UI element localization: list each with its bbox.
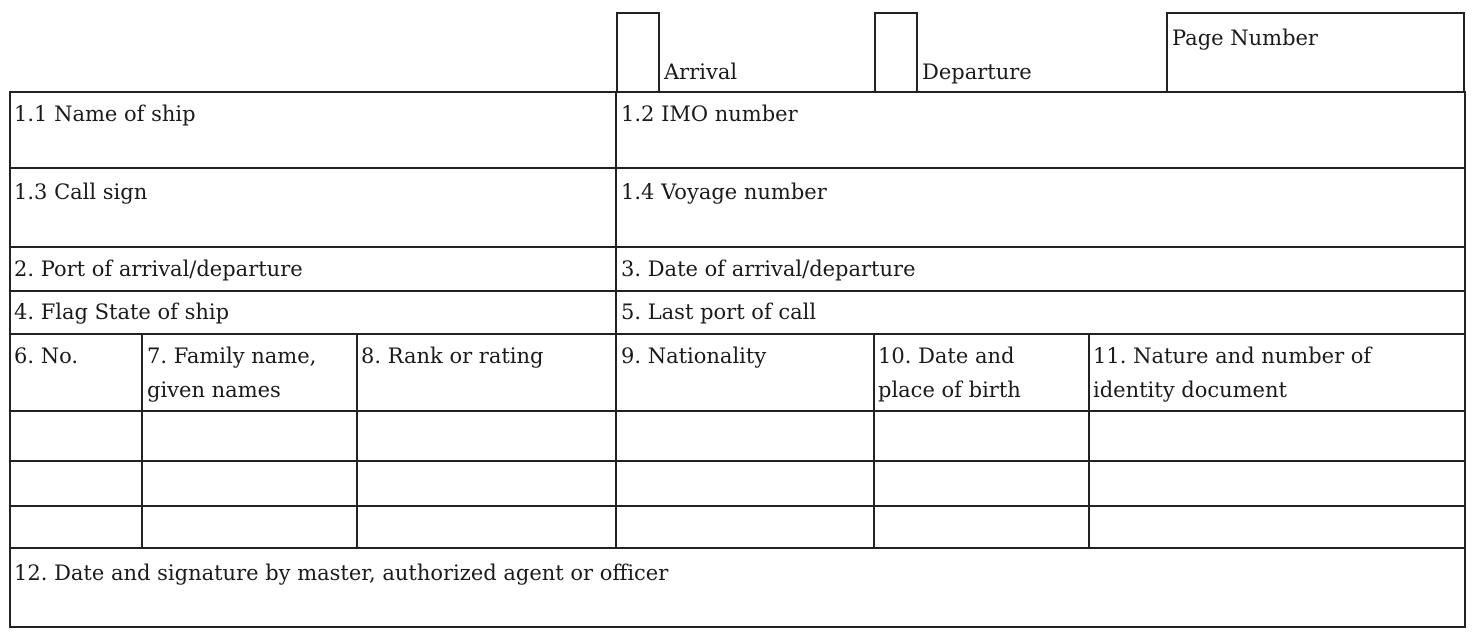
col-nationality-header: 9. Nationality xyxy=(621,344,767,368)
signature-label: 12. Date and signature by master, authorized agent or officer xyxy=(14,561,669,585)
arrival-checkbox[interactable] xyxy=(616,12,660,92)
col-no-header: 6. No. xyxy=(14,344,79,368)
rule-col-birth xyxy=(1088,333,1090,549)
col-name-header-line2: given names xyxy=(147,378,281,402)
arrival-label: Arrival xyxy=(664,60,738,84)
page-number-label: Page Number xyxy=(1172,26,1318,50)
col-rank-header: 8. Rank or rating xyxy=(361,344,544,368)
rule-crew-row2 xyxy=(9,505,1466,507)
rule-bottom xyxy=(9,626,1466,628)
call-sign-label: 1.3 Call sign xyxy=(14,180,148,204)
last-port-label: 5. Last port of call xyxy=(621,300,817,324)
voyage-number-label: 1.4 Voyage number xyxy=(621,180,827,204)
port-label: 2. Port of arrival/departure xyxy=(14,257,303,281)
rule-right xyxy=(1464,91,1466,628)
col-doc-header-line2: identity document xyxy=(1093,378,1287,402)
rule-row2 xyxy=(9,246,1466,248)
rule-row1 xyxy=(9,167,1466,169)
rule-crew-row3 xyxy=(9,547,1466,549)
departure-checkbox[interactable] xyxy=(874,12,918,92)
rule-crew-row1 xyxy=(9,460,1466,462)
rule-top xyxy=(9,91,1466,93)
rule-col-nationality xyxy=(873,333,875,549)
rule-col-name xyxy=(356,333,358,549)
rule-crew-header xyxy=(9,410,1466,412)
departure-label: Departure xyxy=(922,60,1032,84)
imo-number-label: 1.2 IMO number xyxy=(621,102,798,126)
col-doc-header-line1: 11. Nature and number of xyxy=(1093,344,1372,368)
col-name-header-line1: 7. Family name, xyxy=(147,344,317,368)
col-birth-header-line1: 10. Date and xyxy=(878,344,1015,368)
date-label: 3. Date of arrival/departure xyxy=(621,257,916,281)
rule-middle xyxy=(615,91,617,549)
col-birth-header-line2: place of birth xyxy=(878,378,1021,402)
rule-row4 xyxy=(9,333,1466,335)
rule-left xyxy=(9,91,11,628)
name-of-ship-label: 1.1 Name of ship xyxy=(14,102,196,126)
rule-col-no xyxy=(141,333,143,549)
flag-state-label: 4. Flag State of ship xyxy=(14,300,230,324)
rule-row3 xyxy=(9,290,1466,292)
